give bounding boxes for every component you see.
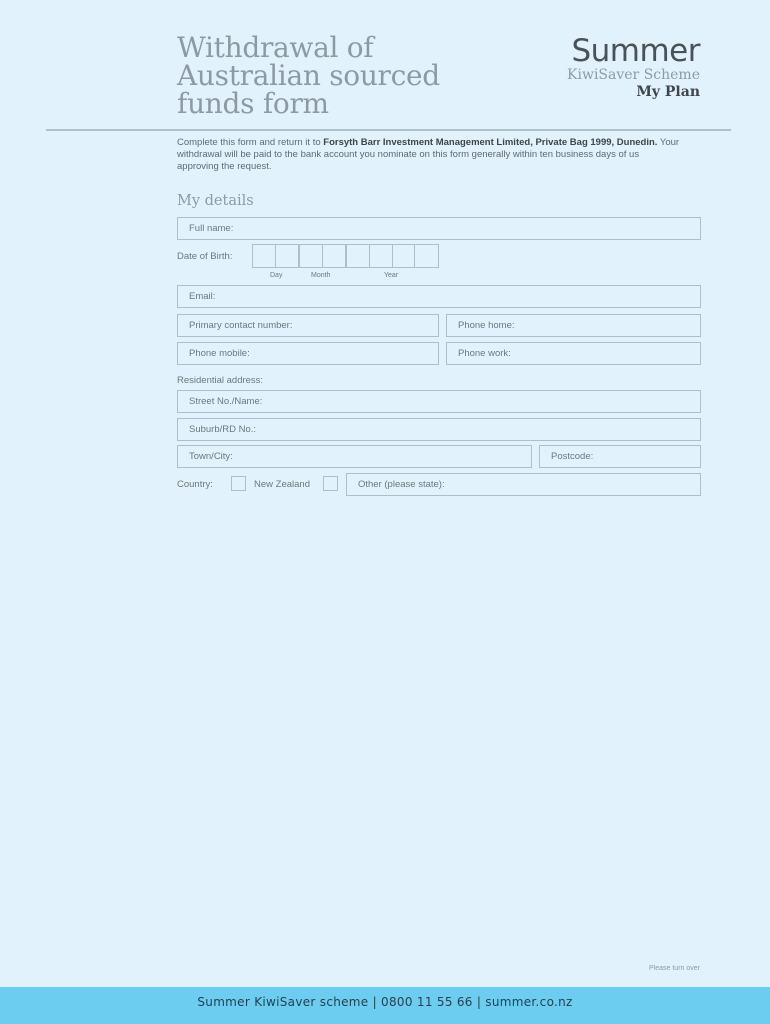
brand-logo <box>567 34 700 101</box>
footer-contact-text: Summer KiwiSaver scheme | 0800 11 55 66 | summer.co.nz <box>197 995 573 1009</box>
postcode-label: Postcode: <box>551 451 594 462</box>
footer-bar <box>0 987 770 1024</box>
postcode-field[interactable] <box>539 445 701 468</box>
phone-mobile-label: Phone mobile: <box>189 348 250 359</box>
dob-day-caption: Day <box>270 272 283 279</box>
other-country-checkbox[interactable] <box>323 476 338 491</box>
phone-home-label: Phone home: <box>458 320 515 331</box>
phone-home-field[interactable] <box>446 314 701 337</box>
full-name-field[interactable] <box>177 217 701 240</box>
dob-digit-box[interactable] <box>276 245 298 267</box>
intro-paragraph <box>177 137 682 173</box>
suburb-field[interactable] <box>177 418 701 441</box>
residential-address-label: Residential address: <box>177 375 264 386</box>
other-country-label: Other (please state): <box>358 479 445 490</box>
dob-month-caption: Month <box>311 272 331 279</box>
form-title-line-3: funds form <box>177 87 329 120</box>
primary-contact-field[interactable] <box>177 314 439 337</box>
full-name-label: Full name: <box>189 223 234 234</box>
dob-year-input[interactable] <box>346 244 439 268</box>
dob-digit-box[interactable] <box>415 245 438 267</box>
header-divider <box>46 129 731 131</box>
my-details-heading: My details <box>177 193 254 209</box>
brand-plan: My Plan <box>636 84 700 100</box>
email-label: Email: <box>189 291 216 302</box>
dob-day-input[interactable] <box>252 244 299 268</box>
phone-mobile-field[interactable] <box>177 342 439 365</box>
dob-digit-box[interactable] <box>393 245 416 267</box>
new-zealand-label: New Zealand <box>254 479 310 490</box>
email-field[interactable] <box>177 285 701 308</box>
dob-month-input[interactable] <box>299 244 346 268</box>
brand-scheme: KiwiSaver Scheme <box>567 67 700 83</box>
primary-contact-label: Primary contact number: <box>189 320 293 331</box>
dob-digit-box[interactable] <box>253 245 276 267</box>
brand-name: Summer <box>571 33 700 69</box>
suburb-label: Suburb/RD No.: <box>189 424 257 435</box>
intro-address: Forsyth Barr Investment Management Limited, Private Bag 1999, Dunedin. <box>323 137 658 148</box>
dob-digit-box[interactable] <box>300 245 323 267</box>
dob-year-caption: Year <box>384 272 399 279</box>
dob-digit-box[interactable] <box>370 245 393 267</box>
dob-digit-box[interactable] <box>323 245 345 267</box>
street-field[interactable] <box>177 390 701 413</box>
dob-digit-box[interactable] <box>347 245 370 267</box>
please-turn-over-note: Please turn over <box>649 965 700 972</box>
town-city-field[interactable] <box>177 445 532 468</box>
town-city-label: Town/City: <box>189 451 233 462</box>
form-title <box>177 31 517 120</box>
country-label: Country: <box>177 479 213 490</box>
phone-work-label: Phone work: <box>458 348 511 359</box>
new-zealand-checkbox[interactable] <box>231 476 246 491</box>
other-country-field[interactable] <box>346 473 701 496</box>
phone-work-field[interactable] <box>446 342 701 365</box>
form-title-line-2: Australian sourced <box>177 59 440 92</box>
street-label: Street No./Name: <box>189 396 263 407</box>
intro-suffix: Your withdrawal will be paid to the bank account you nominate on this form generally within ten business days of us approving the request. <box>177 137 680 172</box>
form-title-line-1: Withdrawal of <box>177 31 374 64</box>
intro-prefix: Complete this form and return it to <box>177 137 324 148</box>
date-of-birth-label: Date of Birth: <box>177 251 233 262</box>
